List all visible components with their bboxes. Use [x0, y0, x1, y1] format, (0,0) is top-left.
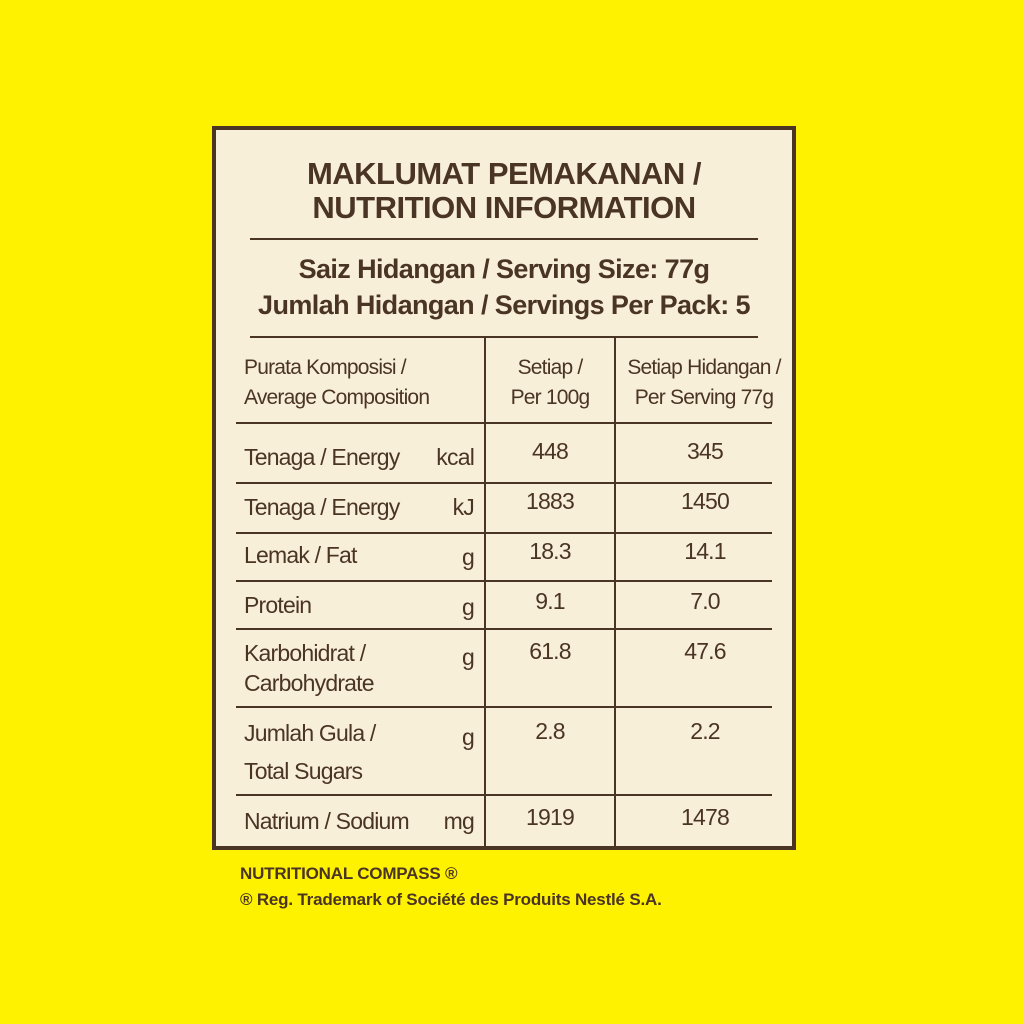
row-sodium-label: Natrium / Sodium [244, 808, 409, 834]
panel-title-english: NUTRITION INFORMATION [312, 190, 696, 225]
header-composition-english: Average Composition [244, 386, 430, 409]
row-divider [236, 482, 772, 484]
row-sodium-unit: mg [443, 808, 474, 834]
header-per100-malay: Setiap / [517, 356, 583, 379]
row-fat-label: Lemak / Fat [244, 542, 357, 568]
row-divider [236, 794, 772, 796]
row-sodium-per100: 1919 [526, 804, 574, 830]
row-energy-kcal-per100: 448 [532, 438, 568, 464]
row-sugars-label-english: Total Sugars [244, 758, 363, 784]
row-fat-per100: 18.3 [529, 538, 571, 564]
row-energy-kj-per100: 1883 [526, 488, 574, 514]
row-sugars-perserving: 2.2 [690, 718, 720, 744]
row-energy-kcal-unit: kcal [436, 444, 474, 470]
row-divider [236, 580, 772, 582]
header-composition-malay: Purata Komposisi / [244, 356, 406, 379]
header-per100-english: Per 100g [510, 386, 590, 409]
row-carbohydrate-per100: 61.8 [529, 638, 571, 664]
row-protein-label: Protein [244, 592, 312, 618]
row-energy-kj-label: Tenaga / Energy [244, 494, 400, 520]
row-carbohydrate-label-english: Carbohydrate [244, 670, 374, 696]
serving-size: Saiz Hidangan / Serving Size: 77g [298, 254, 710, 284]
row-divider [236, 532, 772, 534]
header-divider [236, 422, 772, 424]
panel-title-malay: MAKLUMAT PEMAKANAN / [306, 156, 702, 191]
row-sodium-perserving: 1478 [681, 804, 729, 830]
row-carbohydrate-perserving: 47.6 [684, 638, 726, 664]
row-protein-perserving: 7.0 [690, 588, 720, 614]
row-fat-unit: g [462, 544, 474, 570]
row-sugars-per100: 2.8 [535, 718, 565, 744]
row-protein-unit: g [462, 594, 474, 620]
row-energy-kj-perserving: 1450 [681, 488, 729, 514]
row-energy-kcal-label: Tenaga / Energy [244, 444, 400, 470]
title-divider [250, 238, 758, 240]
header-perserving-english: Per Serving 77g [634, 386, 774, 409]
row-carbohydrate-label-malay: Karbohidrat / [244, 640, 366, 666]
column-divider-1 [484, 338, 486, 846]
serving-divider [250, 336, 758, 338]
row-divider [236, 628, 772, 630]
row-energy-kj-unit: kJ [452, 494, 474, 520]
row-sugars-label-malay: Jumlah Gula / [244, 720, 376, 746]
footer-trademark: ® Reg. Trademark of Société des Produits Nestlé S.A. [240, 890, 662, 909]
row-divider [236, 706, 772, 708]
header-perserving-malay: Setiap Hidangan / [627, 356, 781, 379]
row-fat-perserving: 14.1 [684, 538, 726, 564]
row-energy-kcal-perserving: 345 [687, 438, 723, 464]
row-sugars-unit: g [462, 724, 474, 750]
row-carbohydrate-unit: g [462, 644, 474, 670]
row-protein-per100: 9.1 [535, 588, 565, 614]
servings-per-pack: Jumlah Hidangan / Servings Per Pack: 5 [258, 290, 750, 320]
column-divider-2 [614, 338, 616, 846]
footer-nutritional-compass: NUTRITIONAL COMPASS ® [240, 864, 458, 883]
nutrition-panel [212, 126, 796, 850]
